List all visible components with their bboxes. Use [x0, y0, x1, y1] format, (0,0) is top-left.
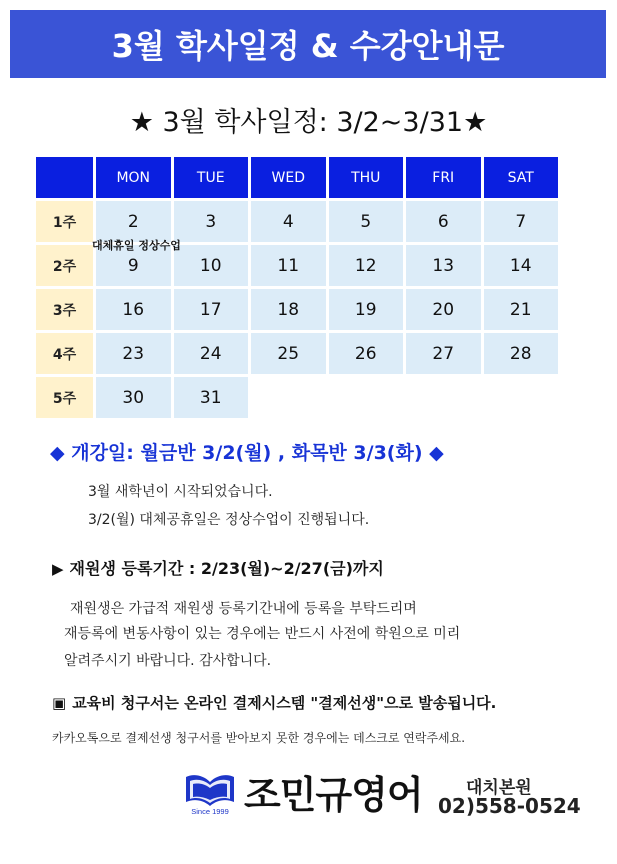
registration-heading-text: 재원생 등록기간 : 2/23(월)~2/27(금)까지 — [69, 559, 384, 578]
date-cell: 13 — [406, 245, 481, 286]
date-cell: 17 — [174, 289, 249, 330]
date-cell: 26 — [329, 333, 404, 374]
empty-cell — [406, 377, 481, 418]
empty-cell — [251, 377, 326, 418]
date-cell: 19 — [329, 289, 404, 330]
page-title: 3월 학사일정 & 수강안내문 — [111, 27, 505, 65]
date-cell: 16 — [96, 289, 171, 330]
date-cell: 20 — [406, 289, 481, 330]
opening-line-2: 3/2(월) 대체공휴일은 정상수업이 진행됩니다. — [88, 512, 370, 528]
date-cell: 4 — [251, 201, 326, 242]
week-label: 4주 — [36, 333, 93, 374]
date-cell: 30 — [96, 377, 171, 418]
date-cell: 24 — [174, 333, 249, 374]
invoice-note: 카카오톡으로 결제선생 청구서를 받아보지 못한 경우에는 데스크로 연락주세요. — [52, 731, 466, 745]
week-label: 1주 — [36, 201, 93, 242]
week-label: 3주 — [36, 289, 93, 330]
date-cell: 10 — [174, 245, 249, 286]
branch-name: 대치본원 — [466, 778, 532, 798]
date-cell: 5 — [329, 201, 404, 242]
day-header-2: WED — [251, 157, 326, 198]
registration-line-1: 재원생은 가급적 재원생 등록기간내에 등록을 부탁드리며 — [70, 601, 417, 617]
registration-line-2: 재등록에 변동사항이 있는 경우에는 반드시 사전에 학원으로 미리 — [64, 626, 461, 642]
day-header-4: FRI — [406, 157, 481, 198]
registration-line-3: 알려주시기 바랍니다. 감사합니다. — [64, 653, 272, 669]
opening-heading: ◆ 개강일: 월금반 3/2(월) , 화목반 3/3(화) ◆ — [50, 442, 444, 464]
day-header-0: MON — [96, 157, 171, 198]
empty-cell — [484, 377, 559, 418]
date-cell: 12 — [329, 245, 404, 286]
day-header-5: SAT — [484, 157, 559, 198]
date-cell: 9 — [96, 245, 171, 286]
date-cell: 31 — [174, 377, 249, 418]
week-label: 5주 — [36, 377, 93, 418]
date-cell: 6 — [406, 201, 481, 242]
date-cell: 25 — [251, 333, 326, 374]
date-cell: 23 — [96, 333, 171, 374]
date-cell: 2 — [96, 201, 171, 242]
date-cell: 7 — [484, 201, 559, 242]
invoice-heading-text: 교육비 청구서는 온라인 결제시스템 "결제선생"으로 발송됩니다. — [72, 694, 497, 712]
day-header-3: THU — [329, 157, 404, 198]
date-cell: 11 — [251, 245, 326, 286]
play-bullet-icon: ▶ — [52, 560, 64, 578]
phone-number: 02)558-0524 — [438, 794, 581, 818]
opening-line-1: 3월 새학년이 시작되었습니다. — [88, 484, 273, 500]
calendar-corner-cell — [36, 157, 93, 198]
invoice-heading — [52, 692, 496, 713]
week-label: 2주 — [36, 245, 93, 286]
date-cell: 28 — [484, 333, 559, 374]
book-logo-icon — [184, 768, 236, 816]
since-text: Since 1999 — [191, 807, 229, 816]
holiday-note: 대체휴일 정상수업 — [92, 239, 181, 252]
calendar-grid — [36, 157, 558, 418]
empty-cell — [329, 377, 404, 418]
date-cell: 18 — [251, 289, 326, 330]
square-bullet-icon: ▣ — [52, 694, 67, 712]
date-cell: 3 — [174, 201, 249, 242]
date-cell: 14 — [484, 245, 559, 286]
date-cell: 21 — [484, 289, 559, 330]
schedule-subtitle: ★ 3월 학사일정: 3/2~3/31★ — [129, 107, 488, 138]
day-header-1: TUE — [174, 157, 249, 198]
date-cell: 27 — [406, 333, 481, 374]
title-banner — [10, 10, 606, 78]
registration-heading — [52, 556, 384, 579]
brand-name: 조민규영어 — [244, 773, 423, 817]
